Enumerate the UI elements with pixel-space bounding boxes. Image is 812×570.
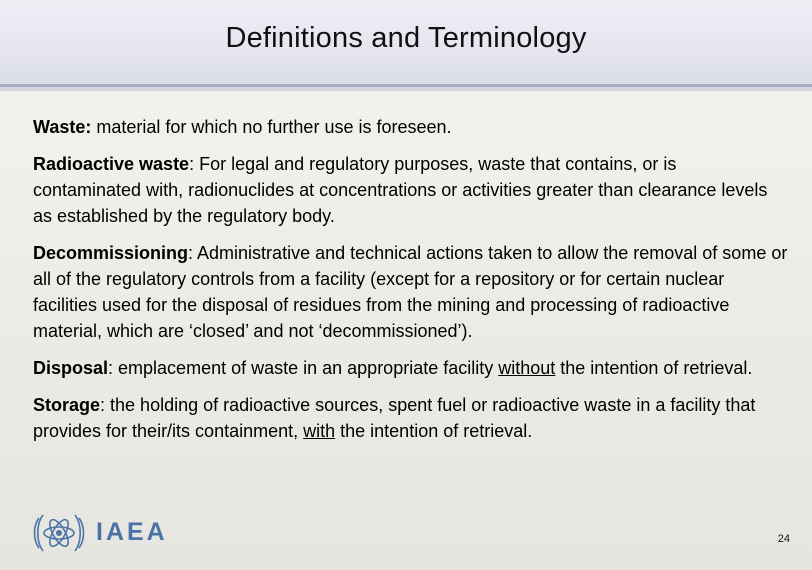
header-divider-shadow <box>0 87 812 91</box>
atom-emblem-icon <box>30 510 88 556</box>
definition-text: material for which no further use is foreseen. <box>91 117 452 137</box>
definition-text-end: the intention of retrieval. <box>555 358 753 378</box>
definition-storage <box>33 392 788 444</box>
definition-text: : the holding of radioactive sources, spent fuel or radioactive waste in a facility that provides for their/its containment, <box>33 395 756 441</box>
definition-term: Waste: <box>33 117 92 137</box>
definition-decommissioning <box>33 240 788 344</box>
definition-term: Disposal <box>33 358 109 378</box>
definitions-list <box>33 114 788 455</box>
logo-text: IAEA <box>96 518 168 546</box>
slide-title: Definitions and Terminology <box>225 22 587 54</box>
definition-term: Storage <box>33 395 101 415</box>
definition-term: Radioactive waste <box>33 154 190 174</box>
definition-disposal <box>33 355 788 381</box>
definition-term: Decommissioning <box>33 243 189 263</box>
page-number: 24 <box>777 533 790 545</box>
definition-text: : Administrative and technical actions taken to allow the removal of some or all of the regulatory controls from a facility (except for a repository or for certain nuclear facilities used for the disposal of residues from the mining and processing of radioactive material, which are ‘closed’ and not ‘decommissioned’). <box>33 243 788 341</box>
definition-radioactive-waste <box>33 151 788 229</box>
definition-waste <box>33 114 788 140</box>
slide-header <box>0 0 812 84</box>
iaea-logo <box>30 510 190 556</box>
emphasis-underline: with <box>303 421 336 441</box>
definition-text: : emplacement of waste in an appropriate facility <box>108 358 499 378</box>
emphasis-underline: without <box>498 358 556 378</box>
definition-text: : For legal and regulatory purposes, waste that contains, or is contaminated with, radionuclides at concentrations or activities greater than clearance levels as established by the regulatory body. <box>33 154 768 226</box>
definition-text-end: the intention of retrieval. <box>335 421 533 441</box>
